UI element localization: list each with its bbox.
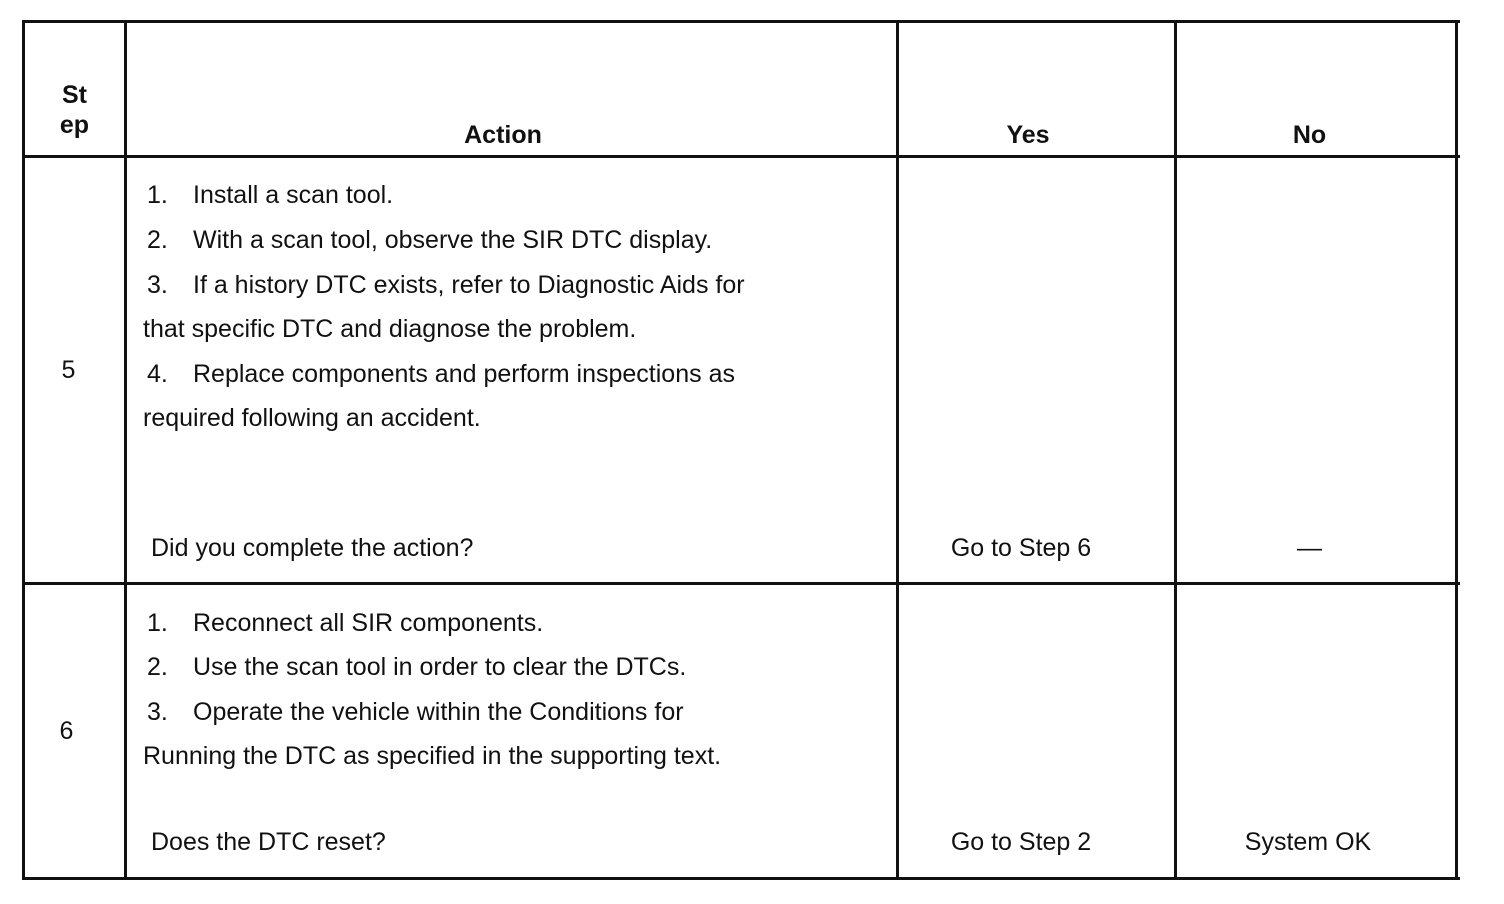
action-item: 3. If a history DTC exists, refer to Diagnostic Aids for: [147, 271, 745, 299]
yes-result: Go to Step 2: [950, 828, 1092, 856]
table-border-top: [22, 20, 1460, 23]
header-step-line1: St: [62, 81, 87, 109]
action-item-continuation: required following an accident.: [143, 404, 481, 432]
action-question: Did you complete the action?: [151, 534, 474, 562]
header-step: [25, 80, 124, 140]
row-divider: [22, 582, 1460, 585]
yes-result: Go to Step 6: [950, 534, 1092, 562]
step-number: 6: [59, 717, 74, 745]
header-no: No: [1292, 121, 1327, 149]
action-item: 1. Install a scan tool.: [147, 181, 394, 209]
header-divider: [22, 155, 1460, 158]
action-item: 3. Operate the vehicle within the Conditions for: [147, 698, 684, 726]
header-action: Action: [464, 121, 542, 149]
no-result: —: [1297, 534, 1322, 562]
table-border-right: [1455, 20, 1458, 880]
action-item-continuation: Running the DTC as specified in the supporting text.: [143, 742, 722, 770]
header-step-line2: ep: [59, 111, 90, 139]
action-question: Does the DTC reset?: [151, 828, 386, 856]
table-border-bottom: [22, 877, 1460, 880]
action-item: 2. Use the scan tool in order to clear the DTCs.: [147, 653, 687, 681]
step-number: 5: [61, 356, 76, 384]
action-item: 2. With a scan tool, observe the SIR DTC display.: [147, 226, 713, 254]
table-border-left: [22, 20, 25, 880]
no-result: System OK: [1244, 828, 1372, 856]
action-item: 4. Replace components and perform inspections as: [147, 360, 735, 388]
header-yes: Yes: [1006, 121, 1050, 149]
action-item: 1. Reconnect all SIR components.: [147, 609, 544, 637]
action-item-continuation: that specific DTC and diagnose the problem.: [143, 315, 637, 343]
